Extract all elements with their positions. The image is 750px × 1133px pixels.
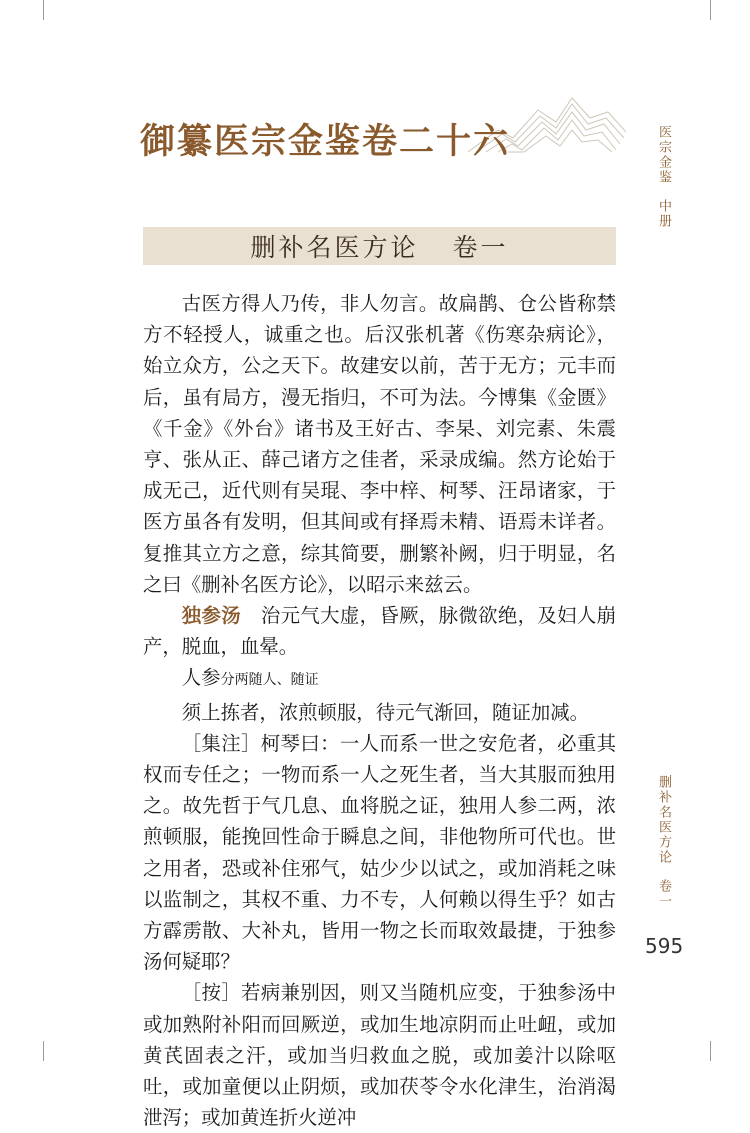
section-title: 删补名医方论 [250, 233, 419, 262]
side-running-head-bottom [653, 775, 673, 909]
commentary-paragraph: ［集注］柯琴曰：一人而系一世之安危者，必重其权而专任之；一物而系一人之死生者，当大其服而独用之。故先哲于气几息、血将脱之证，独用人参二两，浓煎顿服，能挽回性命于瞬息之间，非他物所可代也。世之用者，恐或补住邪气，姑少少以试之，或加消耗之味以监制之，其权不重、力不专，人何赖以得生乎？如古方霹雳散、大补丸，皆用一物之长而取效最捷，于独参汤何疑耶？ [143, 731, 616, 974]
side-section-name: 删补名医方论 [656, 775, 671, 865]
ingredient-note: 分两随人、随证 [220, 672, 319, 689]
formula-name: 独参汤 [181, 604, 242, 628]
side-juan: 卷一 [656, 879, 671, 909]
formula-description: 治元气大虚，昏厥，脉微欲绝，及妇人崩产，脱血，血晕。 [143, 604, 617, 659]
crop-mark-bottom-right [710, 1041, 711, 1061]
crop-mark-top-left [43, 0, 44, 20]
side-book-name: 医宗金鉴 [656, 125, 671, 185]
intro-paragraph: 古医方得人乃传，非人勿言。故扁鹊、仓公皆称禁方不轻授人，诚重之也。后汉张机著《伤寒杂病论》，始立众方，公之天下。故建安以前，苦于无方；元丰而后，虽有局方，漫无指归，不可为法。今博集《金匮》《千金》《外台》诸书及王好古、李杲、刘完素、朱震亨、张从正、薛己诸方之佳者，采录成编。然方论始于成无己，近代则有吴琨、李中梓、柯琴、汪昂诸家，于医方虽各有发明，但其间或有择焉未精、语焉未详者。复推其立方之意，综其简要，删繁补阙，归于明显，名之曰《删补名医方论》，以昭示来兹云。 [143, 292, 616, 596]
note-paragraph: ［按］若病兼别因，则又当随机应变，于独参汤中或加熟附补阳而回厥逆，或加生地凉阴而止吐衄，或加黄芪固表之汗，或加当归救血之脱，或加姜汁以除呕吐，或加童便以止阴烦，或加茯苓令水化津生，治消渴泄泻；或加黄连折火逆冲 [143, 981, 616, 1130]
section-juan: 卷一 [452, 233, 509, 262]
page-number: 595 [645, 934, 684, 958]
ingredient-line [143, 662, 616, 696]
main-text [143, 288, 616, 1133]
section-heading [143, 227, 616, 265]
ingredient-name: 人参 [181, 666, 221, 690]
formula-paragraph [143, 600, 616, 662]
crop-mark-top-right [710, 0, 711, 20]
side-volume: 中册 [656, 199, 671, 229]
side-running-head-top [653, 125, 673, 229]
book-title: 御纂医宗金鉴卷二十六 [140, 121, 511, 162]
usage-line: 须上拣者，浓煎顿服，待元气渐回，随证加减。 [181, 700, 589, 724]
crop-mark-bottom-left [43, 1041, 44, 1061]
